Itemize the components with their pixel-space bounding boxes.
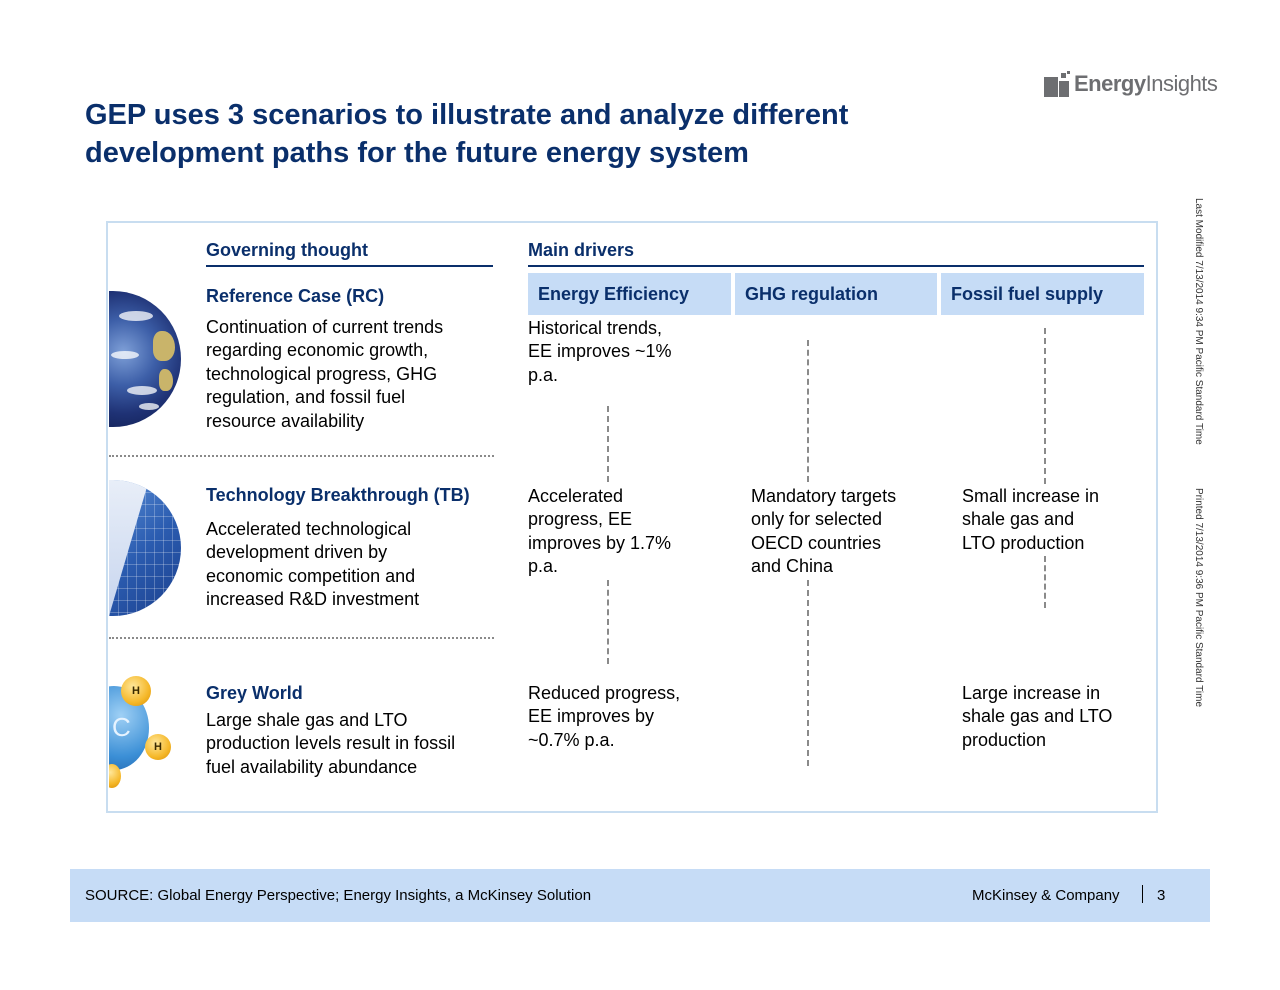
row-divider-2 (109, 637, 494, 639)
scenario-gw-fossil-fuel-supply: Large increase in shale gas and LTO production (962, 683, 1113, 750)
footer-separator (1142, 885, 1143, 903)
scenario-tb-description: Accelerated technological development driven by economic competition and increased R&D investment (206, 519, 420, 610)
scenario-rc-title: Reference Case (RC) (206, 286, 385, 306)
row-divider-1 (109, 455, 494, 457)
molecule-image (109, 672, 181, 792)
last-modified-note: Last Modified 7/13/2014 9:34 PM Pacific Standard Time (1193, 198, 1204, 445)
ee-connector-tb-gw (607, 580, 609, 664)
ghg-connector-rc-tb (807, 340, 809, 482)
ffs-connector-tb (1044, 556, 1046, 608)
printed-note: Printed 7/13/2014 9:36 PM Pacific Standard Time (1193, 488, 1204, 708)
scenario-rc-energy-efficiency: Historical trends, EE improves ~1% p.a. (528, 318, 672, 385)
carbon-atom: C (109, 686, 149, 770)
energy-insights-logo-icon (1044, 71, 1070, 97)
footer-company: McKinsey & Company (972, 887, 1120, 904)
main-drivers-rule (528, 265, 1144, 267)
driver-energy-efficiency: Energy Efficiency (528, 273, 731, 315)
scenario-rc-description: Continuation of current trends regarding economic growth, technological progress, GHG regulation, and fossil fuel resource availability (206, 317, 444, 431)
ffs-connector-rc-tb (1044, 328, 1046, 484)
ghg-connector-tb-gw (807, 580, 809, 766)
page-number: 3 (1157, 887, 1166, 904)
governing-thought-rule (206, 265, 493, 267)
hydrogen-atom-top: H (121, 676, 151, 706)
scenario-tb-ghg-regulation: Mandatory targets only for selected OECD countries and China (751, 486, 897, 577)
driver-fossil-fuel-supply: Fossil fuel supply (941, 273, 1144, 315)
governing-thought-header: Governing thought (206, 240, 368, 260)
scenario-gw-description: Large shale gas and LTO production levels result in fossil fuel availability abundance (206, 710, 456, 777)
scenario-gw-energy-efficiency: Reduced progress, EE improves by ~0.7% p.a. (528, 683, 681, 750)
scenario-tb-energy-efficiency: Accelerated progress, EE improves by 1.7% p.a. (528, 486, 672, 577)
hydrogen-atom-right: H (145, 734, 171, 760)
driver-ghg-regulation: GHG regulation (735, 273, 937, 315)
ee-connector-rc-tb (607, 406, 609, 482)
solar-panel-image (109, 480, 181, 616)
logo-text: EnergyInsights (1074, 71, 1218, 96)
energy-insights-logo (1044, 68, 1217, 100)
scenario-gw-title: Grey World (206, 683, 303, 703)
page-title (85, 96, 985, 172)
title-line-1: GEP uses 3 scenarios to illustrate and analyze different (85, 99, 849, 131)
scenario-tb-fossil-fuel-supply: Small increase in shale gas and LTO production (962, 486, 1100, 553)
footer-source: SOURCE: Global Energy Perspective; Energy Insights, a McKinsey Solution (85, 887, 592, 904)
title-line-2: development paths for the future energy system (85, 137, 749, 169)
scenario-tb-title: Technology Breakthrough (TB) (206, 485, 470, 505)
main-drivers-header: Main drivers (528, 240, 635, 260)
footer-bar (70, 869, 1210, 922)
